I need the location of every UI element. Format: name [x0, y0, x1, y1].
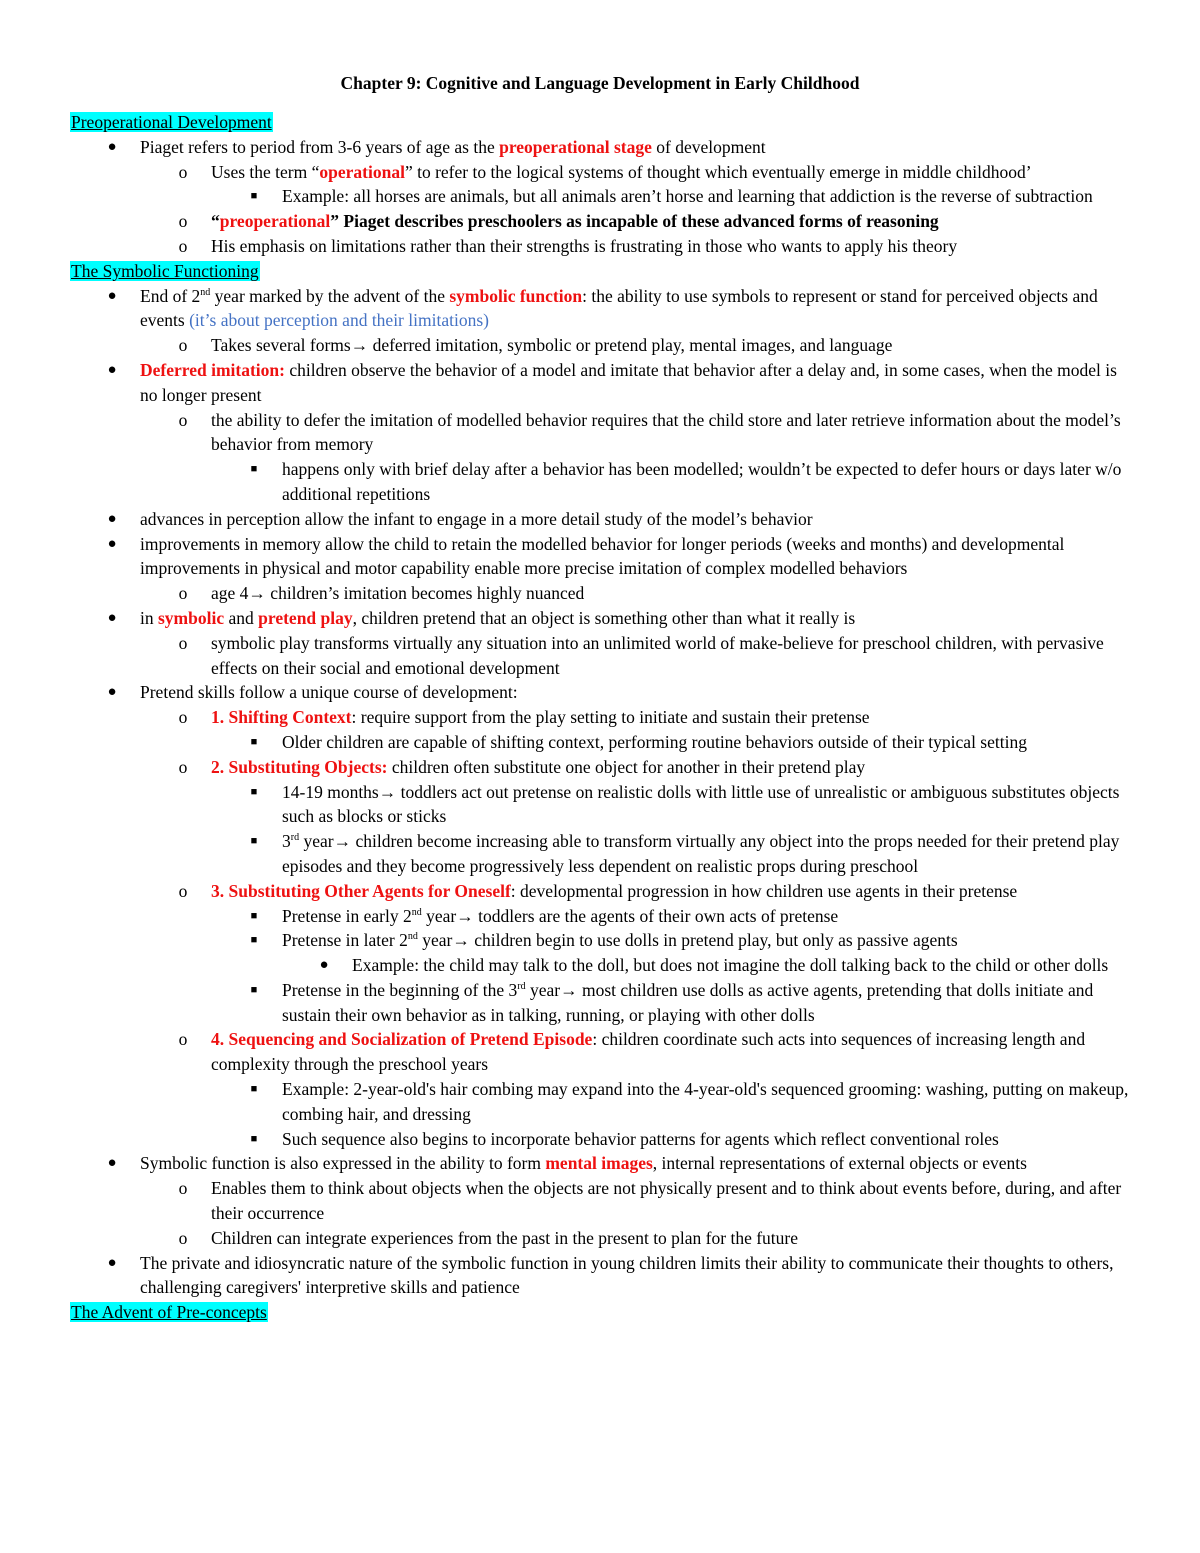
bullet-marker: o: [178, 235, 188, 256]
arrow-icon: →: [333, 831, 352, 852]
sub-sub-bullet-item: ■ Example: 2-year-old's hair combing may expand into the 4-year-old's sequenced grooming: washing, putting on makeup, combing hair, and dressing: [70, 1077, 1130, 1127]
bullet-marker: ●: [107, 684, 117, 701]
bullet-marker: o: [178, 409, 188, 430]
sub-bullet-item: o 1. Shifting Context: require support from the play setting to initiate and sustain their pretense: [70, 705, 1130, 730]
bullet-marker: ■: [250, 835, 258, 848]
bullet-item: ● End of 2nd year marked by the advent of the symbolic function: the ability to use symbols to represent or stand for perceived objects and events (it’s about perception and their limitations): [70, 284, 1130, 334]
bullet-marker: ■: [250, 735, 258, 748]
sub-bullet-item: o age 4→ children’s imitation becomes highly nuanced: [70, 581, 1130, 606]
bullet-marker: ●: [107, 287, 117, 304]
bullet-marker: ■: [250, 785, 258, 798]
sub-bullet-item: o “preoperational” Piaget describes preschoolers as incapable of these advanced forms of reasoning: [70, 209, 1130, 234]
arrow-icon: →: [452, 930, 470, 951]
bullet-item: ● improvements in memory allow the child to retain the modelled behavior for longer periods (weeks and months) and developmental improvements in physical and motor capability enable more precise imitation of complex modelled behaviors: [70, 532, 1130, 582]
arrow-icon: →: [350, 335, 369, 356]
sub-bullet-item: o 2. Substituting Objects: children often substitute one object for another in their pretend play: [70, 755, 1130, 780]
sub-bullet-item: o 3. Substituting Other Agents for Oneself: developmental progression in how children use agents in their pretense: [70, 879, 1130, 904]
bullet-marker: o: [178, 211, 188, 232]
bullet-marker: ●: [107, 361, 117, 378]
bullet-marker: ●: [107, 1155, 117, 1172]
section-heading-symbolic: The Symbolic Functioning: [71, 260, 259, 281]
arrow-icon: →: [560, 979, 578, 1000]
sub-sub-bullet-item: ■ Example: all horses are animals, but all animals aren’t horse and learning that addiction is the reverse of subtraction: [70, 184, 1130, 209]
sub-bullet-item: o 4. Sequencing and Socialization of Pretend Episode: children coordinate such acts into sequences of increasing length and complexity through the preschool years: [70, 1027, 1130, 1077]
bullet-marker: o: [178, 335, 188, 356]
sub-bullet-item: o Takes several forms→ deferred imitation, symbolic or pretend play, mental images, and language: [70, 333, 1130, 358]
bullet-marker: o: [178, 707, 188, 728]
sub-sub-bullet-item: ■ 3rd year→ children become increasing able to transform virtually any object into the props needed for their pretend play episodes and they become progressively less dependent on realistic props during preschool: [70, 829, 1130, 879]
bullet-marker: o: [178, 583, 188, 604]
document-title: Chapter 9: Cognitive and Language Development in Early Childhood: [340, 73, 860, 93]
bullet-marker: o: [178, 161, 188, 182]
sub-sub-bullet-item: ■ Such sequence also begins to incorporate behavior patterns for agents which reflect conventional roles: [70, 1127, 1130, 1152]
bullet-item: ● Pretend skills follow a unique course of development:: [70, 680, 1130, 705]
bullet-marker: ■: [250, 909, 258, 922]
bullet-item: ● advances in perception allow the infant to engage in a more detail study of the model’s behavior: [70, 507, 1130, 532]
sub-sub-bullet-item: ■ Pretense in the beginning of the 3rd year→ most children use dolls as active agents, pretending that dolls initiate and sustain their own behavior as in talking, running, or playing with other dolls: [70, 978, 1130, 1028]
sub-bullet-item: o symbolic play transforms virtually any situation into an unlimited world of make-believe for preschool children, with pervasive effects on their social and emotional development: [70, 631, 1130, 681]
sub-sub-bullet-item: ■ Pretense in later 2nd year→ children begin to use dolls in pretend play, but only as passive agents: [70, 928, 1130, 953]
bullet-marker: ●: [319, 957, 329, 974]
sub-bullet-item: o the ability to defer the imitation of modelled behavior requires that the child store and later retrieve information about the model’s behavior from memory: [70, 408, 1130, 458]
bullet-item: ● Symbolic function is also expressed in the ability to form mental images, internal representations of external objects or events: [70, 1151, 1130, 1176]
arrow-icon: →: [456, 905, 474, 926]
bullet-marker: o: [178, 756, 188, 777]
bullet-marker: ■: [250, 463, 258, 476]
sub-sub-bullet-item: ■ Pretense in early 2nd year→ toddlers are the agents of their own acts of pretense: [70, 904, 1130, 929]
bullet-item: ● Piaget refers to period from 3-6 years of age as the preoperational stage of development: [70, 135, 1130, 160]
bullet-marker: ■: [250, 1132, 258, 1145]
bullet-marker: o: [178, 1178, 188, 1199]
bullet-marker: ■: [250, 190, 258, 203]
section-heading-preconcepts: The Advent of Pre-concepts: [71, 1302, 267, 1323]
bullet-marker: ●: [107, 609, 117, 626]
bullet-item: ● The private and idiosyncratic nature of the symbolic function in young children limits their ability to communicate their thoughts to others, challenging caregivers' interpretive skills and patience: [70, 1251, 1130, 1301]
sub-sub-sub-bullet-item: ● Example: the child may talk to the doll, but does not imagine the doll talking back to the child or other dolls: [70, 953, 1130, 978]
sub-sub-bullet-item: ■ 14-19 months→ toddlers act out pretense on realistic dolls with little use of unrealistic or ambiguous substitutes objects such as blocks or sticks: [70, 780, 1130, 830]
sub-bullet-item: o His emphasis on limitations rather than their strengths is frustrating in those who wants to apply his theory: [70, 234, 1130, 259]
bullet-marker: ■: [250, 934, 258, 947]
section-heading-preoperational: Preoperational Development: [71, 112, 272, 132]
bullet-marker: o: [178, 1227, 188, 1248]
bullet-marker: ●: [107, 510, 117, 527]
sub-bullet-item: o Children can integrate experiences from the past in the present to plan for the future: [70, 1226, 1130, 1251]
document-body: [70, 110, 1130, 1325]
bullet-item: ● in symbolic and pretend play, children pretend that an object is something other than what it really is: [70, 606, 1130, 631]
sub-bullet-item: o Enables them to think about objects when the objects are not physically present and to think about events before, during, and after their occurrence: [70, 1176, 1130, 1226]
arrow-icon: →: [248, 583, 266, 604]
sub-sub-bullet-item: ■ happens only with brief delay after a behavior has been modelled; wouldn’t be expected to defer hours or days later w/o additional repetitions: [70, 457, 1130, 507]
bullet-marker: ●: [107, 138, 117, 155]
bullet-marker: ■: [250, 1083, 258, 1096]
bullet-marker: ■: [250, 983, 258, 996]
bullet-marker: o: [178, 632, 188, 653]
bullet-marker: o: [178, 1029, 188, 1050]
bullet-marker: o: [178, 880, 188, 901]
sub-sub-bullet-item: ■ Older children are capable of shifting context, performing routine behaviors outside of their typical setting: [70, 730, 1130, 755]
bullet-item: ● Deferred imitation: children observe the behavior of a model and imitate that behavior after a delay and, in some cases, when the model is no longer present: [70, 358, 1130, 408]
arrow-icon: →: [378, 781, 397, 802]
sub-bullet-item: o Uses the term “operational” to refer to the logical systems of thought which eventually emerge in middle childhood’: [70, 160, 1130, 185]
bullet-marker: ●: [107, 1254, 117, 1271]
bullet-marker: ●: [107, 535, 117, 552]
